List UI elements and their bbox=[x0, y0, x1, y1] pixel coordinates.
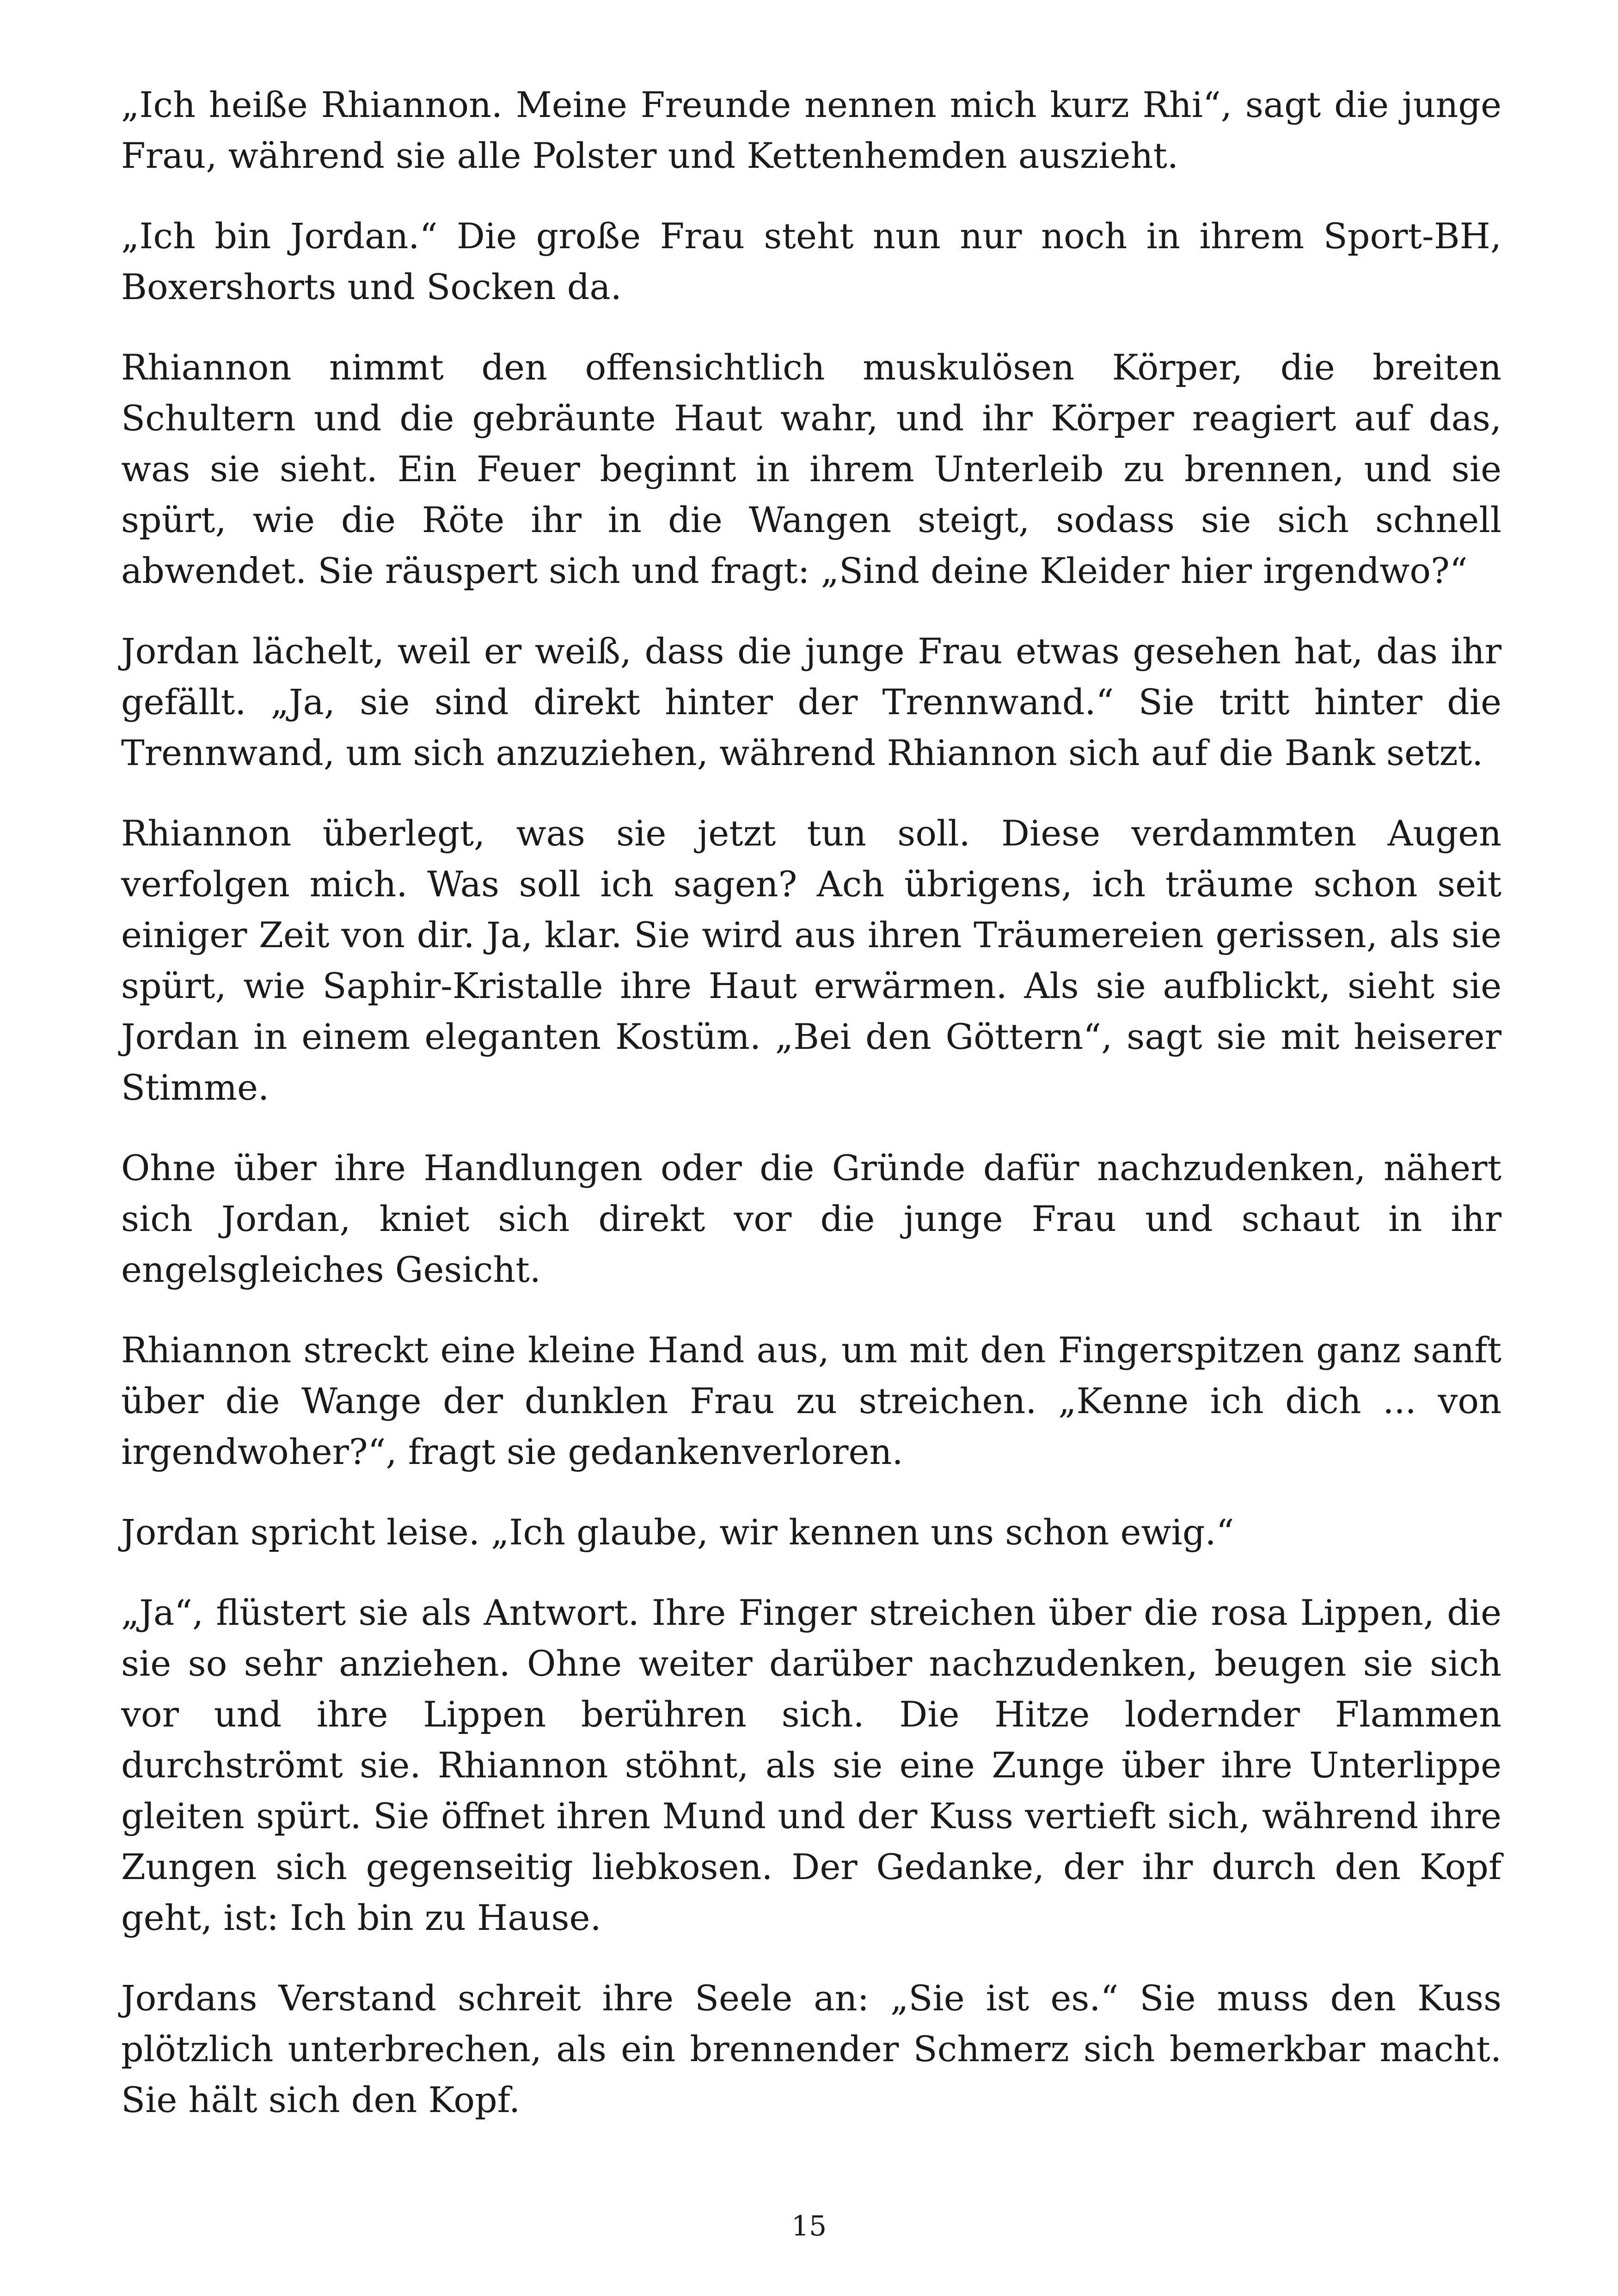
body-text bbox=[121, 80, 1502, 2125]
paragraph-2: „Ich bin Jordan.“ Die große Frau steht nun nur noch in ihrem Sport-BH, Boxershorts und Socken da. bbox=[121, 215, 1502, 307]
paragraph-6: Ohne über ihre Handlungen oder die Gründe dafür nachzudenken, nähert sich Jordan, kniet sich direkt vor die junge Frau und schaut in ihr engelsgleiches Gesicht. bbox=[121, 1147, 1502, 1290]
paragraph-3: Rhiannon nimmt den offensichtlich muskulösen Körper, die breiten Schultern und die gebräunte Haut wahr, und ihr Körper reagiert auf das, was sie sieht. Ein Feuer beginnt in ihrem Unterleib zu brennen, und sie spürt, wie die Röte ihr in die Wangen steigt, sodass sie sich schnell abwendet. Sie räuspert sich und fragt: „Sind deine Kleider hier irgendwo?“ bbox=[121, 347, 1502, 591]
paragraph-7: Rhiannon streckt eine kleine Hand aus, um mit den Fingerspitzen ganz sanft über die Wange der dunklen Frau zu streichen. „Kenne ich dich ... von irgendwoher?“, fragt sie gedankenverloren. bbox=[121, 1329, 1502, 1472]
paragraph-10: Jordans Verstand schreit ihre Seele an: „Sie ist es.“ Sie muss den Kuss plötzlich unterbrechen, als ein brennender Schmerz sich bemerkbar macht. Sie hält sich den Kopf. bbox=[121, 1978, 1502, 2120]
paragraph-8: Jordan spricht leise. „Ich glaube, wir kennen uns schon ewig.“ bbox=[121, 1512, 1234, 1553]
paragraph-5: Rhiannon überlegt, was sie jetzt tun soll. Diese verdammten Augen verfolgen mich. Was soll ich sagen? Ach übrigens, ich träume schon seit einiger Zeit von dir. Ja, klar. Sie wird aus ihren Träumereien gerissen, als sie spürt, wie Saphir-Kristalle ihre Haut erwärmen. Als sie aufblickt, sieht sie Jordan in einem eleganten Kostüm. „Bei den Göttern“, sagt sie mit heiserer Stimme. bbox=[121, 813, 1502, 1108]
paragraph-9: „Ja“, flüstert sie als Antwort. Ihre Finger streichen über die rosa Lippen, die sie so sehr anziehen. Ohne weiter darüber nachzudenken, beugen sie sich vor und ihre Lippen berühren sich. Die Hitze lodernder Flammen durchströmt sie. Rhiannon stöhnt, als sie eine Zunge über ihre Unterlippe gleiten spürt. Sie öffnet ihren Mund und der Kuss vertieft sich, während ihre Zungen sich gegenseitig liebkosen. Der Gedanke, der ihr durch den Kopf geht, ist: Ich bin zu Hause. bbox=[121, 1592, 1502, 1938]
paragraph-4: Jordan lächelt, weil er weiß, dass die junge Frau etwas gesehen hat, das ihr gefällt. „Ja, sie sind direkt hinter der Trennwand.“ Sie tritt hinter die Trennwand, um sich anzuziehen, während Rhiannon sich auf die Bank setzt. bbox=[121, 631, 1502, 773]
page-number: 15 bbox=[791, 2210, 827, 2242]
paragraph-1: „Ich heiße Rhiannon. Meine Freunde nennen mich kurz Rhi“, sagt die junge Frau, während sie alle Polster und Kettenhemden auszieht. bbox=[121, 84, 1502, 176]
